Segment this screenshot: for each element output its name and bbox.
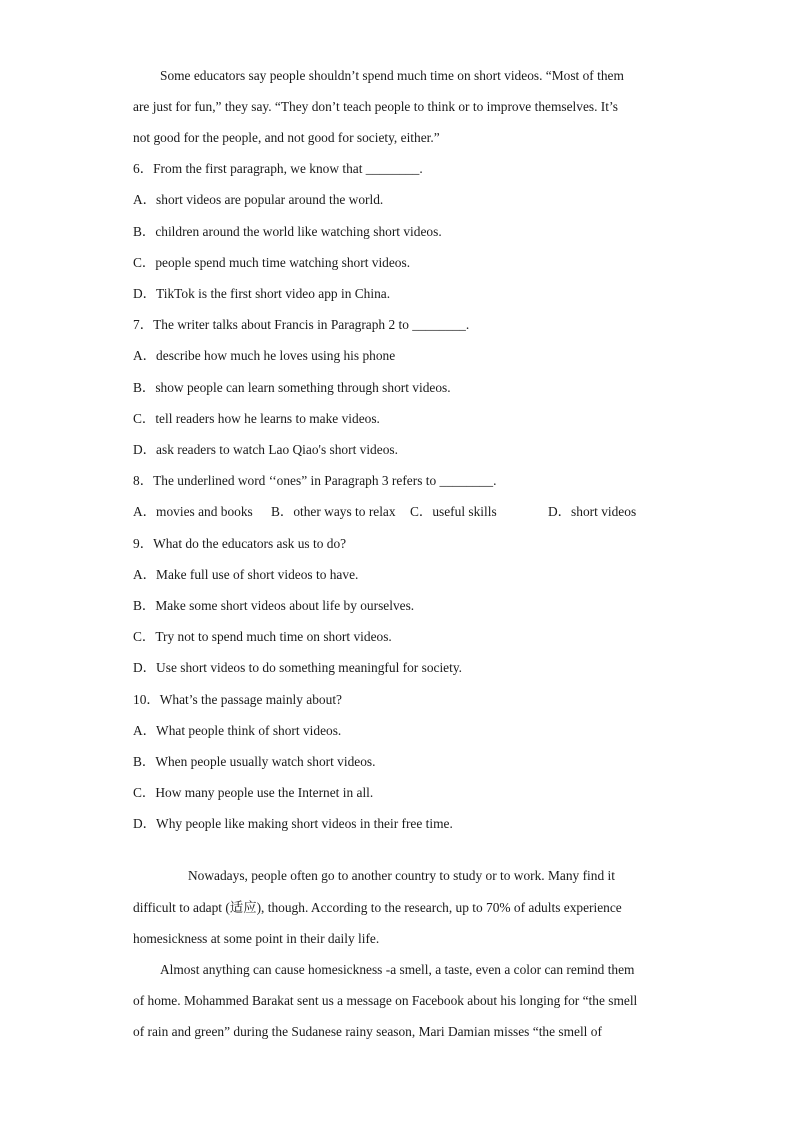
question-6-option-d[interactable]: D．TikTok is the first short video app in China.	[133, 286, 391, 301]
question-6-option-c[interactable]: C．people spend much time watching short videos.	[133, 255, 411, 270]
passage1-line: Some educators say people shouldn’t spend much time on short videos. “Most of them	[160, 68, 624, 83]
question-8-option-d[interactable]: D．short videos	[548, 504, 637, 519]
passage2-line: of rain and green” during the Sudanese rainy season, Mari Damian misses “the smell of	[133, 1024, 602, 1039]
question-6-stem: 6．From the first paragraph, we know that ________.	[133, 161, 423, 176]
question-6-option-b[interactable]: B．children around the world like watching short videos.	[133, 224, 442, 239]
passage2-line: Almost anything can cause homesickness -a smell, a taste, even a color can remind them	[160, 962, 635, 977]
question-7-stem: 7．The writer talks about Francis in Paragraph 2 to ________.	[133, 317, 470, 332]
question-6-option-a[interactable]: A．short videos are popular around the world.	[133, 192, 384, 207]
question-10-option-c[interactable]: C．How many people use the Internet in all.	[133, 785, 374, 800]
question-9-option-d[interactable]: D．Use short videos to do something meaningful for society.	[133, 660, 463, 675]
question-10-option-b[interactable]: B．When people usually watch short videos.	[133, 754, 376, 769]
question-8-stem: 8．The underlined word ‘‘ones” in Paragraph 3 refers to ________.	[133, 473, 497, 488]
passage1-line: are just for fun,” they say. “They don’t teach people to think or to improve themselves. It’s	[133, 99, 618, 114]
question-10-stem: 10．What’s the passage mainly about?	[133, 692, 342, 707]
question-9-option-a[interactable]: A．Make full use of short videos to have.	[133, 567, 359, 582]
passage1-line: not good for the people, and not good for society, either.”	[133, 130, 440, 145]
question-9-option-b[interactable]: B．Make some short videos about life by ourselves.	[133, 598, 415, 613]
question-10-option-a[interactable]: A．What people think of short videos.	[133, 723, 342, 738]
question-8-option-c[interactable]: C．useful skills	[410, 504, 497, 519]
question-7-option-d[interactable]: D．ask readers to watch Lao Qiao's short videos.	[133, 442, 398, 457]
question-9-stem: 9．What do the educators ask us to do?	[133, 536, 347, 551]
question-7-option-a[interactable]: A．describe how much he loves using his phone	[133, 348, 396, 363]
question-7-option-c[interactable]: C．tell readers how he learns to make videos.	[133, 411, 380, 426]
passage2-line: Nowadays, people often go to another country to study or to work. Many find it	[188, 868, 615, 883]
passage2-line: homesickness at some point in their daily life.	[133, 931, 380, 946]
question-9-option-c[interactable]: C．Try not to spend much time on short videos.	[133, 629, 392, 644]
passage2-line: of home. Mohammed Barakat sent us a message on Facebook about his longing for “the smell	[133, 993, 638, 1008]
passage2-line: difficult to adapt (适应), though. According to the research, up to 70% of adults experience	[133, 900, 622, 915]
question-8-option-b[interactable]: B．other ways to relax	[271, 504, 396, 519]
question-10-option-d[interactable]: D．Why people like making short videos in their free time.	[133, 816, 453, 831]
question-7-option-b[interactable]: B．show people can learn something through short videos.	[133, 380, 451, 395]
question-8-option-a[interactable]: A．movies and books	[133, 504, 253, 519]
